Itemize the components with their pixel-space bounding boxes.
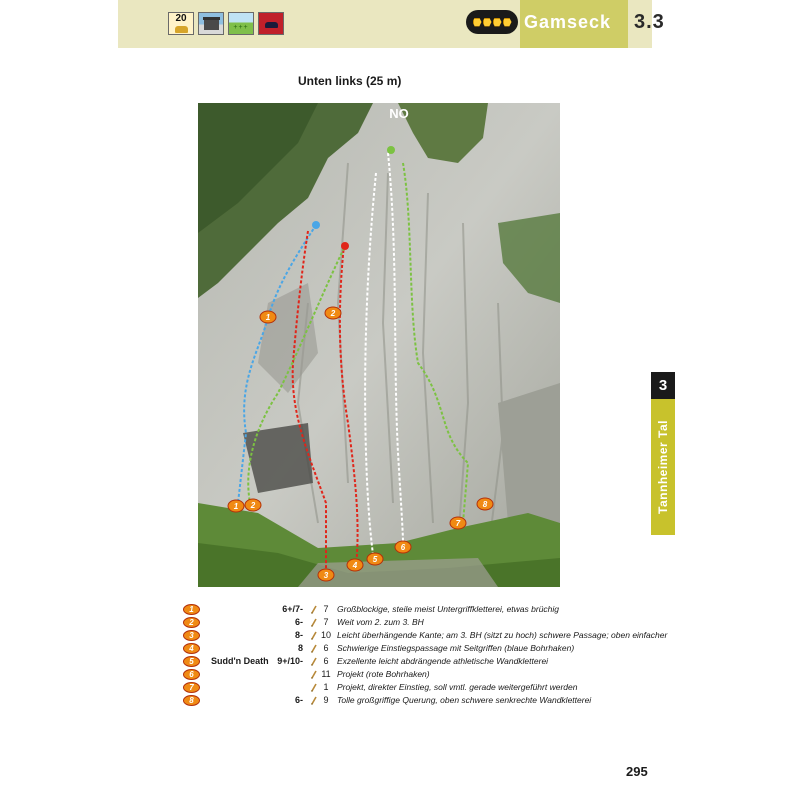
route-marker bbox=[260, 311, 276, 323]
route-description: Projekt (rote Bohrhaken) bbox=[337, 669, 430, 679]
chapter-number: 3 bbox=[651, 372, 675, 399]
route-marker bbox=[325, 307, 341, 319]
route-description: Schwierige Einstiegspassage mit Seitgriffen (blaue Bohrhaken) bbox=[337, 643, 575, 653]
route-length: 7 bbox=[323, 604, 329, 614]
svg-text:4: 4 bbox=[352, 561, 358, 570]
route-number-badge: 8 bbox=[183, 695, 200, 706]
crag-topo-photo bbox=[198, 103, 560, 587]
svg-text:8: 8 bbox=[482, 500, 488, 509]
route-grade: 6- bbox=[294, 617, 303, 627]
route-marker bbox=[477, 498, 493, 510]
route-grade: 9+/10- bbox=[277, 656, 303, 666]
svg-text:7: 7 bbox=[455, 519, 461, 528]
route-row bbox=[183, 616, 663, 629]
svg-text:1: 1 bbox=[233, 502, 239, 511]
route-number-badge: 4 bbox=[183, 643, 200, 654]
route-number-badge: 2 bbox=[183, 617, 200, 628]
route-number-badge: 1 bbox=[183, 604, 200, 615]
route-marker bbox=[347, 559, 363, 571]
route-description: Tolle großgriffige Querung, oben schwere senkrechte Wandkletterei bbox=[337, 695, 592, 705]
svg-text:2: 2 bbox=[250, 501, 256, 510]
four-hexagon-rating-icon bbox=[466, 10, 518, 34]
route-row bbox=[183, 603, 663, 616]
chapter-label: Tannheimer Tal bbox=[656, 420, 670, 514]
route-grade: 6- bbox=[294, 695, 303, 705]
info-icons bbox=[168, 12, 284, 35]
route-number-badge: 7 bbox=[183, 682, 200, 693]
anchor-green bbox=[387, 146, 395, 154]
route-description: Projekt, direkter Einstieg, soll vmtl. gerade weitergeführt werden bbox=[337, 682, 578, 692]
route-name: Sudd'n Death bbox=[211, 656, 269, 666]
quickdraw-icon bbox=[309, 618, 319, 627]
route-grade: 8- bbox=[294, 630, 303, 640]
quickdraw-icon bbox=[309, 683, 319, 692]
building-icon bbox=[198, 12, 224, 35]
quickdraw-icon bbox=[309, 657, 319, 666]
route-length: 6 bbox=[323, 643, 329, 653]
route-row bbox=[183, 642, 663, 655]
page-header bbox=[118, 0, 665, 48]
route-number-badge: 3 bbox=[183, 630, 200, 641]
route-number-badge: 6 bbox=[183, 669, 200, 680]
quickdraw-icon bbox=[309, 631, 319, 640]
route-marker bbox=[395, 541, 411, 553]
page-number: 295 bbox=[626, 764, 648, 779]
route-description: Leicht überhängende Kante; am 3. BH (sitzt zu hoch) schwere Passage; oben einfacher bbox=[337, 630, 668, 640]
quickdraw-icon bbox=[309, 696, 319, 705]
chapter-tab bbox=[651, 399, 675, 535]
svg-text:3: 3 bbox=[323, 571, 329, 580]
route-marker bbox=[228, 500, 244, 512]
photo-caption: Unten links (25 m) bbox=[298, 74, 402, 88]
route-marker bbox=[450, 517, 466, 529]
crag-photo-svg bbox=[198, 103, 560, 587]
grade-icon-number: 20 bbox=[175, 13, 187, 24]
quickdraw-icon bbox=[309, 670, 319, 679]
anchor-blue bbox=[312, 221, 320, 229]
grade-icon bbox=[168, 12, 194, 35]
route-marker bbox=[367, 553, 383, 565]
route-row bbox=[183, 655, 663, 668]
route-grade: 6+/7- bbox=[282, 604, 303, 614]
route-length: 9 bbox=[323, 695, 329, 705]
route-row bbox=[183, 629, 668, 642]
route-row bbox=[183, 668, 663, 681]
route-marker bbox=[318, 569, 334, 581]
grass-icon bbox=[228, 12, 254, 35]
route-length: 10 bbox=[320, 630, 331, 640]
route-description: Großblockige, steile meist Untergriffkletterei, etwas brüchig bbox=[337, 604, 560, 614]
car-icon bbox=[258, 12, 284, 35]
svg-text:6: 6 bbox=[400, 543, 406, 552]
route-length: 1 bbox=[323, 682, 329, 692]
section-number: 3.3 bbox=[634, 11, 665, 33]
quickdraw-icon bbox=[309, 644, 319, 653]
svg-text:1: 1 bbox=[265, 313, 271, 322]
route-length: 7 bbox=[323, 617, 329, 627]
direction-label: NO bbox=[389, 106, 409, 121]
route-row bbox=[183, 694, 663, 707]
route-row bbox=[183, 681, 663, 694]
grass-icon-text: +++ bbox=[233, 24, 249, 31]
route-grade: 8 bbox=[297, 643, 303, 653]
anchor-red bbox=[341, 242, 349, 250]
page-title: Gamseck bbox=[524, 12, 612, 32]
route-marker bbox=[245, 499, 261, 511]
svg-text:5: 5 bbox=[372, 555, 378, 564]
route-description: Exzellente leicht abdrängende athletische Wandkletterei bbox=[337, 656, 549, 666]
route-description: Weit vom 2. zum 3. BH bbox=[337, 617, 424, 627]
svg-text:2: 2 bbox=[330, 309, 336, 318]
route-length: 11 bbox=[321, 669, 331, 679]
route-length: 6 bbox=[323, 656, 329, 666]
route-number-badge: 5 bbox=[183, 656, 200, 667]
quickdraw-icon bbox=[309, 605, 319, 614]
